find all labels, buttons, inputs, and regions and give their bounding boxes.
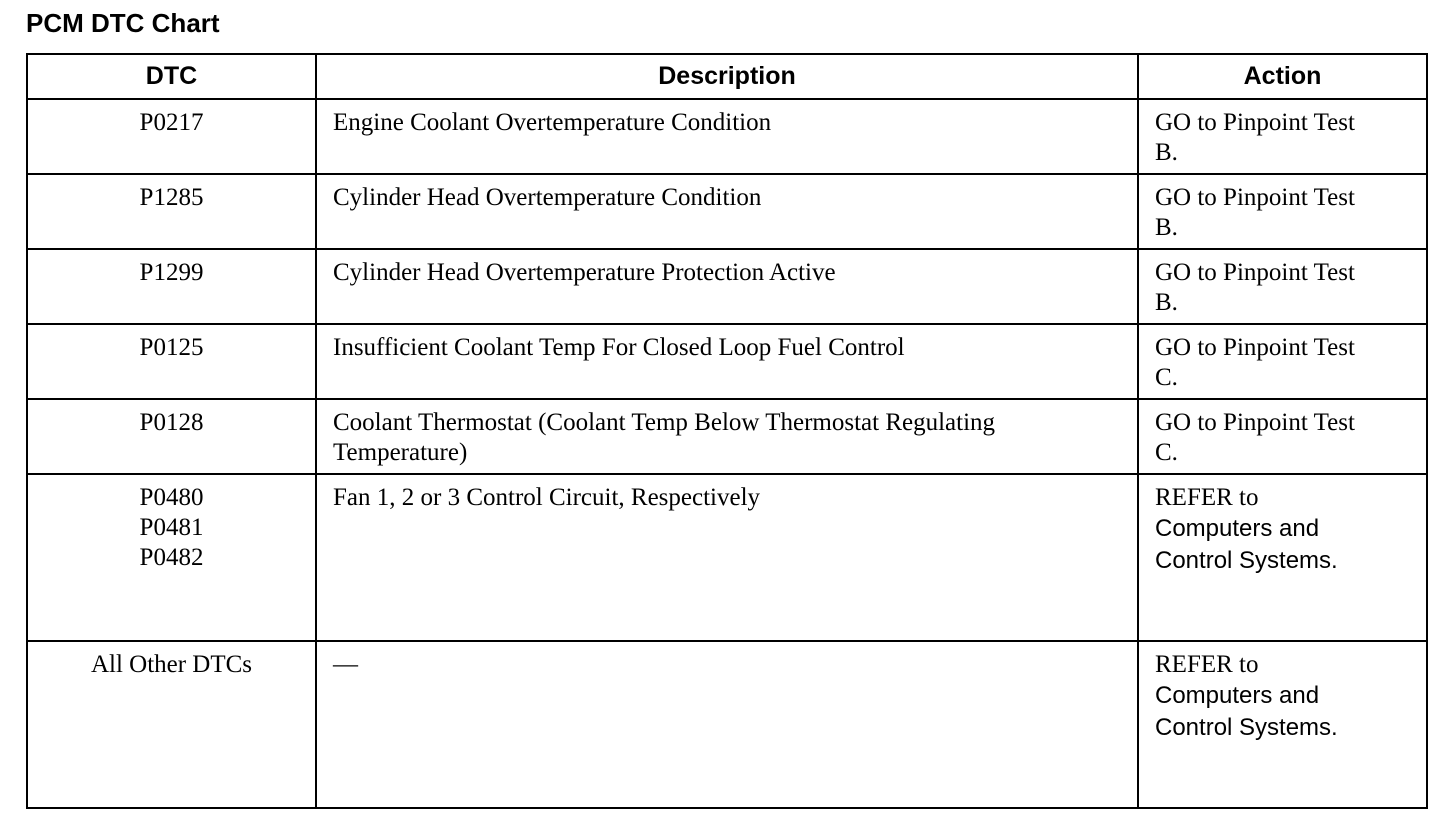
description-cell: Insufficient Coolant Temp For Closed Loop Fuel Control [316,324,1138,399]
description-cell: Engine Coolant Overtemperature Condition [316,99,1138,174]
dtc-code: All Other DTCs [90,651,253,678]
action-line: Control Systems. [1155,547,1338,574]
table-row [27,249,1427,324]
table-row [27,641,1427,808]
action-line: Control Systems. [1155,714,1338,741]
action-line: B. [1155,139,1178,166]
action-line: GO to Pinpoint Test [1155,259,1355,286]
action-line: C. [1155,439,1178,466]
dtc-code: P1299 [139,259,204,286]
table-row [27,99,1427,174]
dtc-code: P1285 [139,184,204,211]
action-cell [1138,99,1427,174]
table-row [27,174,1427,249]
action-line: GO to Pinpoint Test [1155,184,1355,211]
description-cell: Cylinder Head Overtemperature Condition [316,174,1138,249]
action-line: C. [1155,364,1178,391]
table-row [27,399,1427,474]
action-cell [1138,249,1427,324]
description-cell: Fan 1, 2 or 3 Control Circuit, Respectively [316,474,1138,641]
dtc-code: P0217 [139,109,204,136]
dtc-table [26,53,1428,809]
dtc-code: P0128 [139,409,204,436]
column-header-action: Action [1138,54,1427,99]
dtc-code: P0125 [139,334,204,361]
dtc-cell [27,474,316,641]
table-header-row [27,54,1427,99]
dtc-cell [27,249,316,324]
action-cell [1138,324,1427,399]
action-line: GO to Pinpoint Test [1155,334,1355,361]
description-cell: Cylinder Head Overtemperature Protection Active [316,249,1138,324]
action-line: B. [1155,214,1178,241]
column-header-dtc: DTC [27,54,316,99]
action-line: GO to Pinpoint Test [1155,409,1355,436]
action-line: REFER to [1155,484,1259,511]
page-title: PCM DTC Chart [26,8,220,38]
dtc-cell [27,641,316,808]
action-line: B. [1155,289,1178,316]
table-row [27,474,1427,641]
action-cell [1138,641,1427,808]
description-cell: — [316,641,1138,808]
action-cell [1138,399,1427,474]
action-line: REFER to [1155,651,1259,678]
column-header-description: Description [316,54,1138,99]
dtc-cell [27,174,316,249]
action-line: Computers and [1155,682,1320,709]
dtc-code: P0482 [139,544,204,571]
description-cell: Coolant Thermostat (Coolant Temp Below Thermostat Regulating Temperature) [316,399,1138,474]
action-cell [1138,474,1427,641]
dtc-cell [27,399,316,474]
table-row [27,324,1427,399]
dtc-cell [27,99,316,174]
action-line: Computers and [1155,515,1320,542]
dtc-code: P0480 [139,484,204,511]
dtc-code: P0481 [139,514,204,541]
dtc-cell [27,324,316,399]
action-cell [1138,174,1427,249]
action-line: GO to Pinpoint Test [1155,109,1355,136]
